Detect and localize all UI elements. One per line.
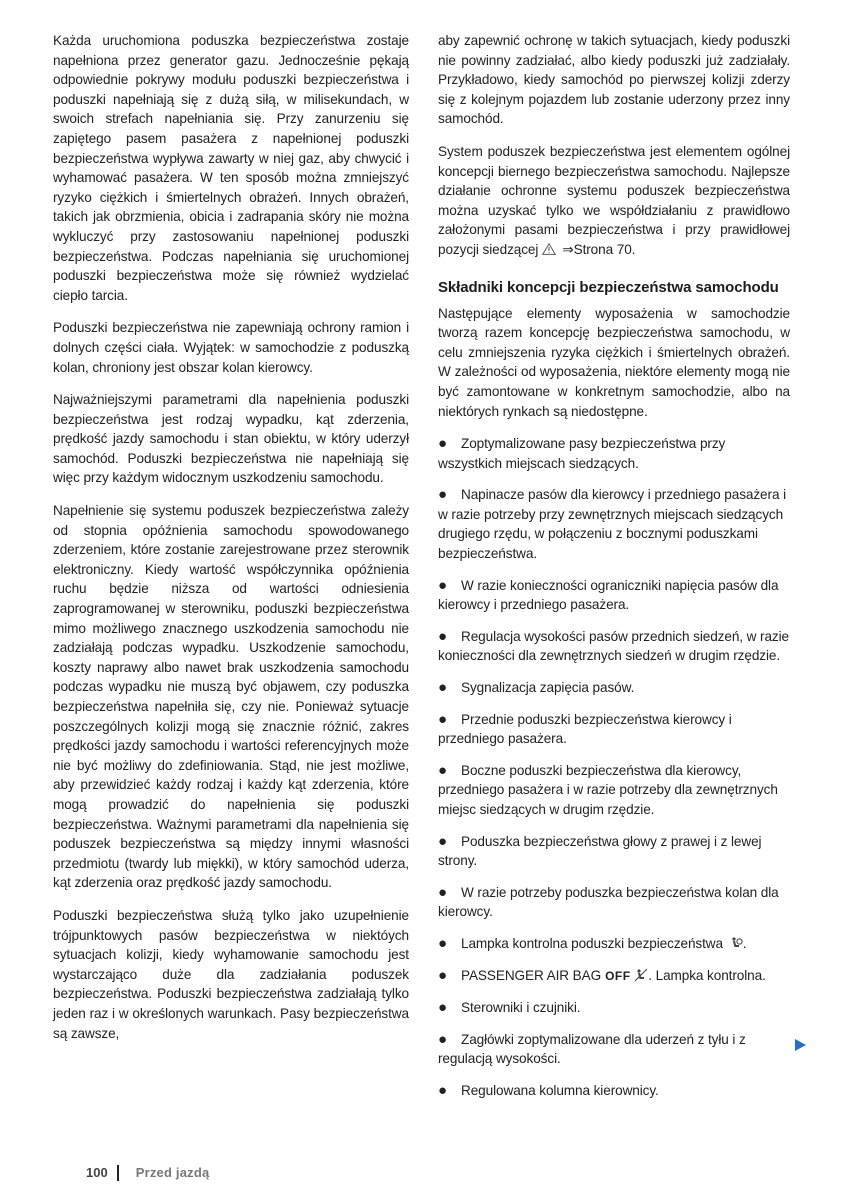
list-item-text: W razie konieczności ograniczniki napięcia pasów dla kierowcy i przedniego pasażera. xyxy=(438,577,779,613)
bullet-icon: ● xyxy=(438,934,447,952)
section-heading: Składniki koncepcji bezpieczeństwa samochodu xyxy=(438,278,779,296)
list-item xyxy=(438,966,790,987)
body-paragraph: Następujące elementy wyposażenia w samochodzie tworzą razem koncepcję bezpieczeństwa samochodu, w celu zmniejszenia ryzyka ciężkich i śmiertelnych obrażeń. W zależności od wyposażenia, niektóre elementy mogą nie być zamontowane w konkretnym samochodzie, albo na niektórych rynkach są niedostępne. xyxy=(438,305,790,419)
bullet-icon: ● xyxy=(438,832,447,850)
body-paragraph: Poduszki bezpieczeństwa służą tylko jako uzupełnienie trójpunktowych pasów bezpieczeństwa w niektóych sytuacjach kolizji, kiedy wyhamowanie samochodu jest wystarczająco duże dla zadziałania poduszek bezpieczeństwa. Poduszki bezpieczeństwa zadziałają tylko jeden raz i w określonych warunkach. Pasy bezpieczeństwa są zawsze, xyxy=(53,907,409,1041)
safety-components-list xyxy=(438,434,790,1100)
bullet-icon: ● xyxy=(438,999,447,1017)
right-column xyxy=(438,31,790,1113)
list-item-text: Sterowniki i czujniki. xyxy=(461,1000,581,1016)
body-paragraph xyxy=(438,142,790,260)
list-item xyxy=(438,934,790,954)
list-item-text: Boczne poduszki bezpieczeństwa dla kierowcy, przedniego pasażera i w razie potrzeby dla zewnętrznych miejsc siedzących w drugim rzędzie. xyxy=(438,762,778,817)
body-paragraph: Najważniejszymi parametrami dla napełnienia poduszki bezpieczeństwa jest rodzaj wypadku, kąt zderzenia, prędkość jazdy samochodu i stan obiektu, w który uderzył samochód. Poduszki bezpieczeństwa nie napełniają się więc przy każdym widocznym uszkodzeniu samochodu. xyxy=(53,392,409,486)
body-paragraph: Napełnienie się systemu poduszek bezpieczeństwa zależy od stopnia opóźnienia samochodu spowodowanego zderzeniem, które zostanie zarejestrowane przez sterownik elektroniczny. Kiedy wartość współczynnika opóźnienia ruchu będzie niższa od wartości odniesienia zaprogramowanej w sterowniku, poduszki bezpieczeństwa mimo możliwego znacznego uszkodzenia samochodu nie zadziałają podczas wypadku. Uszkodzenie samochodu, koszty naprawy albo nawet brak uszkodzenia samochodu podczas wypadku nie muszą być objawem, czy poduszka bezpieczeństwa napełniła się, czy nie. Ponieważ sytuacje poszczególnych kolizji mogą się znacznie różnić, zakres prędkości jazdy samochodu i wartości referencyjnych może nie być możliwy do zdefiniowania. Stąd, nie jest możliwe, aby przewidzieć każdy rodzaj i każdy kąt zderzenia, które mogą prowadzić do napełnienia się poduszki bezpieczeństwa. Ważnymi parametrami dla napełnienia się poduszek bezpieczeństwa są między innymi własności przedmiotu (twardy lub miękki), w który samochód uderza, kąt zderzenia oraz prędkość jazdy samochodu. xyxy=(53,503,409,891)
page-footer xyxy=(86,1163,209,1183)
body-paragraph: aby zapewnić ochronę w takich sytuacjach, kiedy poduszki nie powinny zadziałać, albo kiedy poduszki już zadziałały. Przykładowo, kiedy samochód po pierwszej kolizji zderzy się z kolejnym pojazdem lub zostanie uderzony przez inny samochód. xyxy=(438,33,790,127)
bullet-icon: ● xyxy=(438,679,447,697)
list-item xyxy=(438,1030,790,1069)
list-item-text: Napinacze pasów dla kierowcy i przedniego pasażera i w razie potrzeby przy zewnętrznych miejscach siedzących drugiego rzędu, w połączeniu z bocznymi poduszkami bezpieczeństwa. xyxy=(438,487,787,562)
airbag-warning-icon xyxy=(729,936,743,950)
bullet-icon: ● xyxy=(438,1081,447,1099)
list-item-text: Regulowana kolumna kierownicy. xyxy=(461,1082,659,1098)
bullet-icon: ● xyxy=(438,1030,447,1048)
airbag-off-icon xyxy=(634,968,648,982)
section-name: Przed jazdą xyxy=(135,1165,210,1180)
list-item xyxy=(438,998,790,1018)
off-label: OFF xyxy=(605,968,631,983)
list-item-text: Regulacja wysokości pasów przednich siedzeń, w razie konieczności dla zewnętrznych siedzeń w drugim rzędzie. xyxy=(438,628,790,664)
list-item-text: Lampka kontrolna poduszki bezpieczeństwa xyxy=(461,935,723,951)
list-item xyxy=(438,710,790,749)
body-paragraph: Każda uruchomiona poduszka bezpieczeństwa zostaje napełniona przez generator gazu. Jednocześnie pękają odpowiednie pokrywy modułu poduszki bezpieczeństwa i poduszki napełniają się z dużą siłą, w milisekundach, w swoich strefach napełniania się. Przy zanurzeniu się zapiętego pasem pasażera z napełnionej poduszki bezpieczeństwa wypływa zawarty w niej gaz, aby chwycić i wyhamować pasażera. W ten sposób można zmniejszyć ryzyko ciężkich i śmiertelnych obrażeń. Innych obrażeń, takich jak obrzmienia, obicia i zadrapania skóry nie można wykluczyć przy zastosowaniu napełnionej poduszki bezpieczeństwa. Podczas napełniania się uruchomionej poduszki bezpieczeństwa może się również wydzielać ciepło tarcia. xyxy=(53,33,409,303)
paragraph-text: System poduszek bezpieczeństwa jest elementem ogólnej koncepcji biernego bezpieczeństwa samochodu. Najlepsze działanie ochronne systemu poduszek bezpieczeństwa można uzyskać tylko we współdziałaniu z prawidłowo założonymi pasami bezpieczeństwa i przy prawidłowej pozycji siedzącej xyxy=(438,143,790,257)
list-item-text: . xyxy=(742,935,747,951)
list-item-text: . Lampka kontrolna. xyxy=(648,967,766,983)
list-item-text: W razie potrzeby poduszka bezpieczeństwa kolan dla kierowcy. xyxy=(438,884,779,920)
list-item xyxy=(438,485,790,563)
list-item xyxy=(438,1081,790,1101)
page-reference-link[interactable]: ⇒Strona 70. xyxy=(562,241,636,257)
list-item xyxy=(438,434,790,473)
page-number: 100 xyxy=(86,1165,108,1180)
left-column xyxy=(53,31,409,1056)
list-item xyxy=(438,832,790,871)
list-item-text: PASSENGER AIR BAG xyxy=(461,967,602,983)
bullet-icon: ● xyxy=(438,627,447,645)
bullet-icon: ● xyxy=(438,435,447,453)
list-item-text: Poduszka bezpieczeństwa głowy z prawej i z lewej strony. xyxy=(438,833,762,869)
continue-next-page-icon[interactable] xyxy=(795,1039,806,1051)
footer-divider xyxy=(117,1165,119,1181)
bullet-icon: ● xyxy=(438,761,447,779)
list-item xyxy=(438,627,790,666)
bullet-icon: ● xyxy=(438,710,447,728)
bullet-icon: ● xyxy=(438,486,447,504)
warning-triangle-icon xyxy=(542,243,556,255)
bullet-icon: ● xyxy=(438,966,447,984)
body-paragraph: Poduszki bezpieczeństwa nie zapewniają ochrony ramion i dolnych części ciała. Wyjątek: w samochodzie z poduszką kolan, chroniony jest obszar kolan kierowcy. xyxy=(53,320,409,375)
list-item-text: Przednie poduszki bezpieczeństwa kierowcy i przedniego pasażera. xyxy=(438,711,732,747)
list-item xyxy=(438,883,790,922)
list-item-text: Sygnalizacja zapięcia pasów. xyxy=(461,680,635,696)
list-item xyxy=(438,761,790,820)
list-item-text: Zagłówki zoptymalizowane dla uderzeń z tyłu i z regulacją wysokości. xyxy=(438,1031,746,1067)
list-item xyxy=(438,576,790,615)
list-item-text: Zoptymalizowane pasy bezpieczeństwa przy wszystkich miejscach siedzących. xyxy=(438,436,726,471)
bullet-icon: ● xyxy=(438,883,447,901)
bullet-icon: ● xyxy=(438,576,447,594)
list-item xyxy=(438,678,790,698)
